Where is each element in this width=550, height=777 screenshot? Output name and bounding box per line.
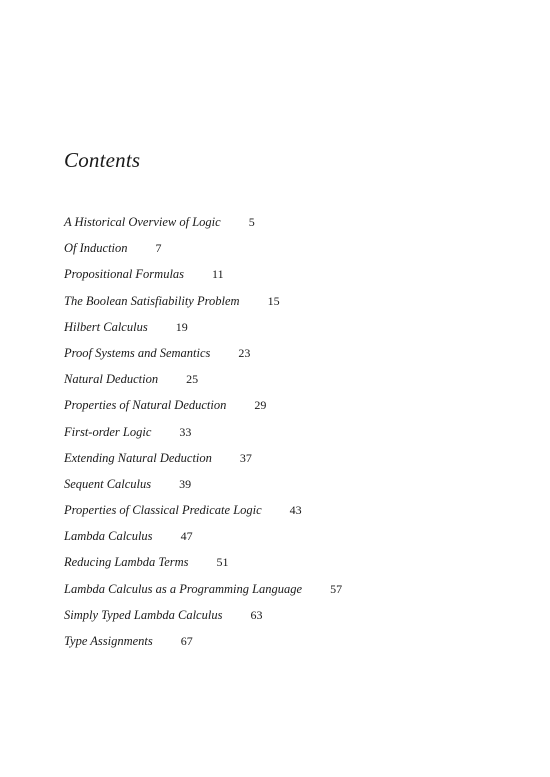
toc-entry-title: Proof Systems and Semantics bbox=[64, 345, 211, 360]
toc-entry[interactable] bbox=[64, 372, 342, 398]
toc-entry-title: Hilbert Calculus bbox=[64, 319, 148, 334]
toc-entry-page-number: 29 bbox=[254, 398, 267, 413]
toc-entry-title: Propositional Formulas bbox=[64, 267, 185, 282]
toc-entry[interactable] bbox=[64, 608, 342, 634]
toc-entry-title: Of Induction bbox=[64, 241, 128, 256]
toc-entry-page-number: 43 bbox=[289, 503, 302, 518]
toc-entry[interactable] bbox=[64, 529, 342, 555]
toc-entry-title: Lambda Calculus as a Programming Language bbox=[64, 581, 303, 596]
toc-entry-title: Sequent Calculus bbox=[64, 476, 152, 491]
toc-entry-title: The Boolean Satisfiability Problem bbox=[64, 293, 240, 308]
toc-entry[interactable] bbox=[64, 320, 342, 346]
toc-entry-page-number: 37 bbox=[239, 450, 252, 465]
toc-entry-title: Lambda Calculus bbox=[64, 529, 153, 544]
toc-entry[interactable] bbox=[64, 503, 342, 529]
toc-entry-title: First-order Logic bbox=[64, 424, 152, 439]
toc-entry[interactable] bbox=[64, 294, 342, 320]
toc-entry-title: Type Assignments bbox=[64, 634, 153, 648]
toc-entry-title: Extending Natural Deduction bbox=[64, 450, 212, 465]
toc-entry[interactable] bbox=[64, 477, 342, 503]
toc-entry[interactable] bbox=[64, 241, 342, 267]
toc-entry[interactable] bbox=[64, 555, 342, 581]
toc-entry-page-number: 5 bbox=[248, 215, 255, 229]
toc-entry-title: Reducing Lambda Terms bbox=[64, 555, 189, 570]
toc-entry-title: Properties of Natural Deduction bbox=[64, 398, 227, 413]
toc-entry[interactable] bbox=[64, 451, 342, 477]
toc-entry[interactable] bbox=[64, 346, 342, 372]
page-title: Contents bbox=[64, 148, 141, 172]
toc-entry-page-number: 47 bbox=[180, 529, 193, 544]
toc-entry[interactable] bbox=[64, 267, 342, 293]
toc-entry-page-number: 51 bbox=[216, 555, 229, 570]
toc-entry[interactable] bbox=[64, 215, 342, 241]
toc-entry[interactable] bbox=[64, 425, 342, 451]
toc-entry-page-number: 67 bbox=[180, 634, 193, 648]
toc-entry-page-number: 39 bbox=[179, 476, 192, 491]
toc-entry-page-number: 7 bbox=[155, 241, 162, 256]
toc-entry-page-number: 33 bbox=[179, 424, 192, 439]
toc-entry-page-number: 19 bbox=[175, 319, 188, 334]
toc-entry-page-number: 23 bbox=[238, 345, 251, 360]
toc-entry-title: Properties of Classical Predicate Logic bbox=[64, 503, 262, 518]
toc-entry-page-number: 63 bbox=[250, 607, 263, 622]
toc-entry[interactable] bbox=[64, 398, 342, 424]
toc-entry-page-number: 25 bbox=[186, 372, 199, 387]
toc-entry-title: Natural Deduction bbox=[64, 372, 159, 387]
toc-entry[interactable] bbox=[64, 582, 342, 608]
toc-entry-title: A Historical Overview of Logic bbox=[64, 215, 221, 229]
toc-entry-page-number: 11 bbox=[212, 267, 224, 282]
toc-entry-page-number: 57 bbox=[330, 581, 343, 596]
toc-entry-page-number: 15 bbox=[267, 293, 280, 308]
table-of-contents bbox=[64, 215, 342, 660]
toc-entry-title: Simply Typed Lambda Calculus bbox=[64, 607, 223, 622]
toc-entry[interactable] bbox=[64, 634, 342, 660]
